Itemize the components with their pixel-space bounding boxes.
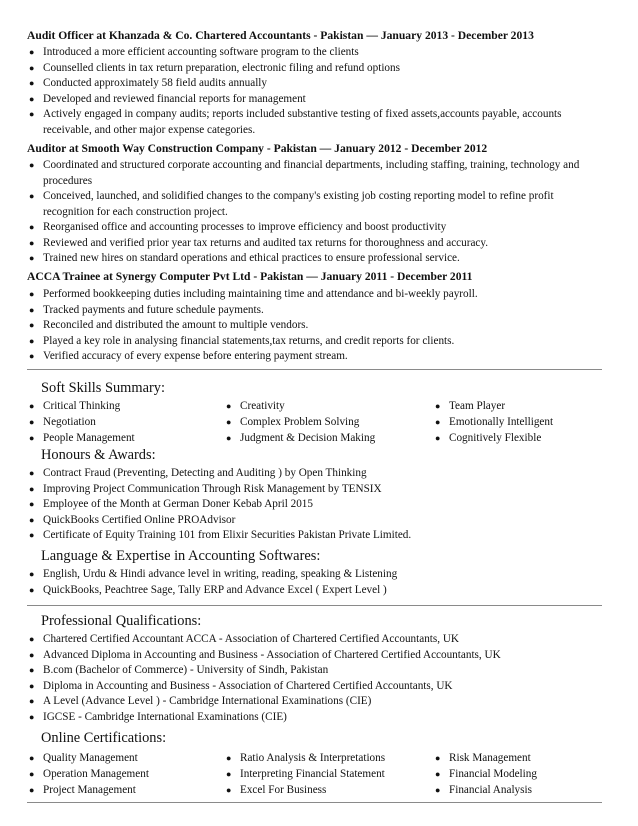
list-item: ● People Management xyxy=(29,432,135,444)
job-bullets-synergy xyxy=(27,287,588,365)
bullet-icon: ● xyxy=(29,304,35,315)
list-item: ● A Level (Advance Level ) - Cambridge International Examinations (CIE) xyxy=(27,694,501,710)
list-item: ● English, Urdu & Hindi advance level in writing, reading, speaking & Listening xyxy=(27,567,397,583)
soft-skills-column xyxy=(433,398,553,446)
bullet-icon: ● xyxy=(29,711,35,722)
honours-heading: Honours & Awards: xyxy=(41,447,156,463)
certifications-column xyxy=(27,750,149,798)
list-item: ● Coordinated and structured corporate accounting and financial departments, including staffing, training, technology and procedures xyxy=(29,159,580,187)
bullet-icon: ● xyxy=(29,335,35,346)
soft-skills-column xyxy=(224,398,375,446)
job-title-synergy: ACCA Trainee at Synergy Computer Pvt Ltd - Pakistan — January 2011 - December 2011 xyxy=(27,270,473,283)
bullet-icon: ● xyxy=(29,483,35,494)
bullet-icon: ● xyxy=(29,289,35,299)
list-item: ● Improving Project Communication Through Risk Management by TENSIX xyxy=(27,482,411,498)
list-item: ● Operation Management xyxy=(29,768,149,780)
list-item: ● Financial Analysis xyxy=(435,784,532,796)
list-item: ● Ratio Analysis & Interpretations xyxy=(226,752,386,764)
list-item: ● Conceived, launched, and solidified changes to the company's existing job costing reporting model to refine profit recognition for each construction project. xyxy=(29,190,554,218)
soft-skills-column xyxy=(27,398,135,446)
list-item: ● Cognitively Flexible xyxy=(435,432,542,444)
job-bullets-smooth-way xyxy=(27,158,588,267)
languages-heading: Language & Expertise in Accounting Softwares: xyxy=(41,548,321,564)
bullet-icon: ● xyxy=(29,530,35,540)
qualifications-heading: Professional Qualifications: xyxy=(41,613,202,629)
list-item: ● B.com (Bachelor of Commerce) - University of Sindh, Pakistan xyxy=(27,663,501,679)
bullet-icon: ● xyxy=(226,401,232,411)
bullet-icon: ● xyxy=(29,569,35,579)
bullet-icon: ● xyxy=(29,785,35,795)
list-item: ● Performed bookkeeping duties including maintaining time and attendance and bi-weekly payroll. xyxy=(27,287,588,303)
bullet-icon: ● xyxy=(29,191,35,201)
list-item: ● Emotionally Intelligent xyxy=(435,416,554,428)
section-divider xyxy=(27,605,602,606)
bullet-icon: ● xyxy=(435,769,441,779)
bullet-icon: ● xyxy=(29,680,35,691)
certifications-column xyxy=(224,750,385,798)
list-item: ● Project Management xyxy=(29,784,136,796)
list-item: ● Financial Modeling xyxy=(435,768,537,780)
list-item: ● Conducted approximately 58 field audits annually xyxy=(27,76,613,92)
list-item: ● Diploma in Accounting and Business - Association of Chartered Certified Accountants, UK xyxy=(27,679,501,695)
bullet-icon: ● xyxy=(435,433,441,443)
section-divider xyxy=(27,369,602,370)
bullet-icon: ● xyxy=(226,417,232,427)
bullet-icon: ● xyxy=(29,514,35,525)
bullet-icon: ● xyxy=(29,417,35,427)
list-item: ● Certificate of Equity Training 101 from Elixir Securities Pakistan Private Limited. xyxy=(27,528,411,544)
bullet-icon: ● xyxy=(435,753,441,763)
list-item: ● Team Player xyxy=(435,400,506,412)
list-item: ● Chartered Certified Accountant ACCA - Association of Chartered Certified Accountants, UK xyxy=(27,632,501,648)
bullet-icon: ● xyxy=(435,401,441,411)
list-item: ● Tracked payments and future schedule payments. xyxy=(27,303,588,319)
list-item: ● QuickBooks, Peachtree Sage, Tally ERP and Advance Excel ( Expert Level ) xyxy=(27,583,397,599)
bullet-icon: ● xyxy=(435,417,441,427)
list-item: ● Reorganised office and accounting processes to improve efficiency and boost productivity xyxy=(27,220,588,236)
list-item: ● Critical Thinking xyxy=(29,400,121,412)
bullet-icon: ● xyxy=(29,237,35,248)
bullet-icon: ● xyxy=(226,753,232,763)
bullet-icon: ● xyxy=(29,584,35,595)
bullet-icon: ● xyxy=(29,351,35,361)
list-item: ● IGCSE - Cambridge International Examinations (CIE) xyxy=(27,710,501,726)
list-item: ● Reconciled and distributed the amount to multiple vendors. xyxy=(27,318,588,334)
bullet-icon: ● xyxy=(226,785,232,795)
list-item: ● Introduced a more efficient accounting software program to the clients xyxy=(27,45,613,61)
bullet-icon: ● xyxy=(29,47,35,57)
bullet-icon: ● xyxy=(29,222,35,232)
list-item: ● Risk Management xyxy=(435,752,531,764)
bullet-icon: ● xyxy=(29,433,35,443)
list-item: ● Creativity xyxy=(226,400,285,412)
bullet-icon: ● xyxy=(29,468,35,478)
list-item: ● Reviewed and verified prior year tax returns and audited tax returns for thoroughness and accuracy. xyxy=(27,236,588,252)
list-item: ● Negotiation xyxy=(29,416,96,428)
list-item: ● QuickBooks Certified Online PROAdvisor xyxy=(27,513,411,529)
bullet-icon: ● xyxy=(29,499,35,509)
list-item: ● Advanced Diploma in Accounting and Business - Association of Chartered Certified Accountants, UK xyxy=(27,648,501,664)
job-title-khanzada: Audit Officer at Khanzada & Co. Chartered Accountants - Pakistan — January 2013 - December 2013 xyxy=(27,29,534,42)
certifications-heading: Online Certifications: xyxy=(41,730,167,746)
bullet-icon: ● xyxy=(29,78,35,88)
bullet-icon: ● xyxy=(29,160,35,170)
bullet-icon: ● xyxy=(29,649,35,660)
bullet-icon: ● xyxy=(29,401,35,411)
list-item: ● Trained new hires on standard operations and ethical practices to ensure professional service. xyxy=(27,251,588,267)
list-item: ● Interpreting Financial Statement xyxy=(226,768,385,780)
list-item: ● Judgment & Decision Making xyxy=(226,432,376,444)
bullet-icon: ● xyxy=(29,753,35,763)
bullet-icon: ● xyxy=(29,62,35,73)
bullet-icon: ● xyxy=(29,109,35,119)
bullet-icon: ● xyxy=(29,665,35,675)
job-title-smooth-way: Auditor at Smooth Way Construction Company - Pakistan — January 2012 - December 2012 xyxy=(27,142,488,155)
bullet-icon: ● xyxy=(29,769,35,779)
list-item: ● Verified accuracy of every expense before entering payment stream. xyxy=(27,349,588,365)
list-item: ● Counselled clients in tax return preparation, electronic filing and refund options xyxy=(27,61,613,77)
bullet-icon: ● xyxy=(29,634,35,644)
list-item: ● Contract Fraud (Preventing, Detecting and Auditing ) by Open Thinking xyxy=(27,466,411,482)
list-item: ● Quality Management xyxy=(29,752,138,764)
certifications-column xyxy=(433,750,537,798)
soft-skills-heading: Soft Skills Summary: xyxy=(41,380,165,396)
honours-list xyxy=(27,466,411,544)
bullet-icon: ● xyxy=(226,433,232,443)
list-item: ● Complex Problem Solving xyxy=(226,416,360,428)
languages-list xyxy=(27,567,397,598)
job-bullets-khanzada xyxy=(27,45,613,138)
list-item: ● Excel For Business xyxy=(226,784,327,796)
bullet-icon: ● xyxy=(29,93,35,104)
list-item: ● Actively engaged in company audits; reports included substantive testing of fixed assets,accounts payable, accounts receivable, and other major expense categories. xyxy=(29,108,562,136)
bullet-icon: ● xyxy=(29,253,35,263)
qualifications-list xyxy=(27,632,501,725)
bullet-icon: ● xyxy=(29,696,35,706)
list-item: ● Employee of the Month at German Doner Kebab April 2015 xyxy=(27,497,411,513)
list-item: ● Developed and reviewed financial reports for management xyxy=(27,92,613,108)
section-divider xyxy=(27,802,602,803)
bullet-icon: ● xyxy=(435,785,441,795)
bullet-icon: ● xyxy=(226,769,232,779)
list-item: ● Played a key role in analysing financial statements,tax returns, and credit reports for clients. xyxy=(27,334,588,350)
bullet-icon: ● xyxy=(29,320,35,330)
